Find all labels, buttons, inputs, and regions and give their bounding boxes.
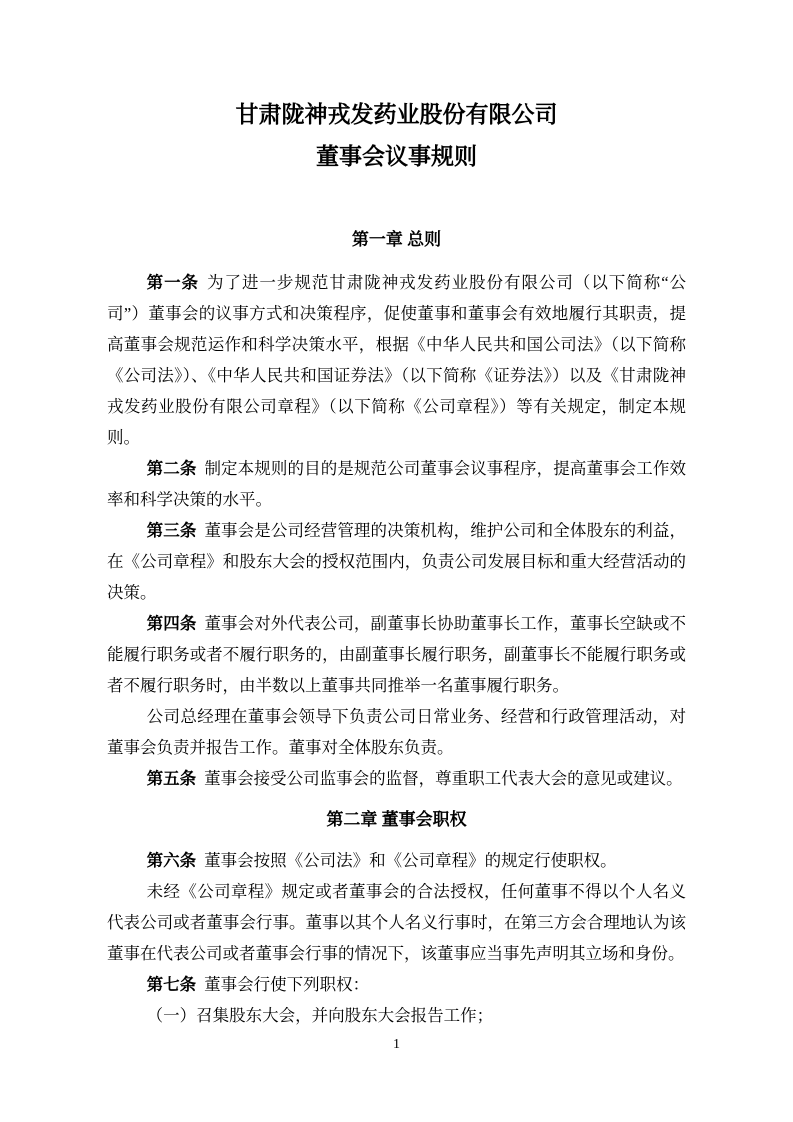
article-text: 董事会对外代表公司，副董事长协助董事长工作，董事长空缺或不能履行职务或者不履行职务的，由副董事长履行职务，副董事长不能履行职务或者不履行职务时，由半数以上董事共同推举一名董事履行职务。 [107,614,687,695]
paragraph-text: （一）召集股东大会，并向股东大会报告工作； [146,1006,494,1025]
article-text: 为了进一步规范甘肃陇神戎发药业股份有限公司（以下简称“公司”）董事会的议事方式和决策程序，促使董事和董事会有效地履行其职责，提高董事会规范运作和科学决策水平，根据《中华人民共和国公司法》（以下简称《公司法》）、《中华人民共和国证券法》（以下简称《证券法》）以及《甘肃陇神戎发药业股份有限公司章程》（以下简称《公司章程》）等有关规定，制定本规则。 [107,273,687,447]
article-label: 第六条 [146,851,197,870]
document-body [107,0,686,1031]
article-paragraph [107,453,686,515]
article-text: 董事会是公司经营管理的决策机构，维护公司和全体股东的利益，在《公司章程》和股东大会的授权范围内，负责公司发展目标和重大经营活动的决策。 [107,521,687,602]
article-label: 第四条 [146,614,197,633]
article-label: 第五条 [146,769,197,788]
body-paragraph [107,701,686,763]
article-paragraph [107,763,686,794]
chapter-heading-2: 第二章 董事会职权 [326,810,467,829]
article-label: 第三条 [146,521,197,540]
article-paragraph [107,515,686,608]
page-number: 1 [393,1037,400,1052]
article-paragraph [107,845,686,876]
article-label: 第二条 [146,459,197,478]
article-text: 董事会行使下列职权： [204,975,370,994]
body-paragraph [107,876,686,969]
paragraph-text: 未经《公司章程》规定或者董事会的合法授权，任何董事不得以个人名义代表公司或者董事会行事。董事以其个人名义行事时，在第三方会合理地认为该董事在代表公司或者董事会行事的情况下，该董事应当事先声明其立场和身份。 [107,882,686,963]
article-text: 董事会接受公司监事会的监督，尊重职工代表大会的意见或建议。 [204,769,683,788]
document-title-line2: 董事会议事规则 [316,144,477,169]
document-title-line1: 甘肃陇神戎发药业股份有限公司 [235,102,558,127]
article-text: 董事会按照《公司法》和《公司章程》的规定行使职权。 [204,851,617,870]
list-item-paragraph [107,1000,686,1031]
article-paragraph [107,608,686,701]
chapter-heading-1: 第一章 总则 [351,230,442,249]
article-text: 制定本规则的目的是规范公司董事会议事程序，提高董事会工作效率和科学决策的水平。 [107,459,687,509]
article-paragraph [107,969,686,1000]
article-label: 第七条 [146,975,197,994]
paragraph-text: 公司总经理在董事会领导下负责公司日常业务、经营和行政管理活动，对董事会负责并报告工作。董事对全体股东负责。 [107,707,686,757]
article-paragraph [107,267,686,453]
article-label: 第一条 [146,273,200,292]
